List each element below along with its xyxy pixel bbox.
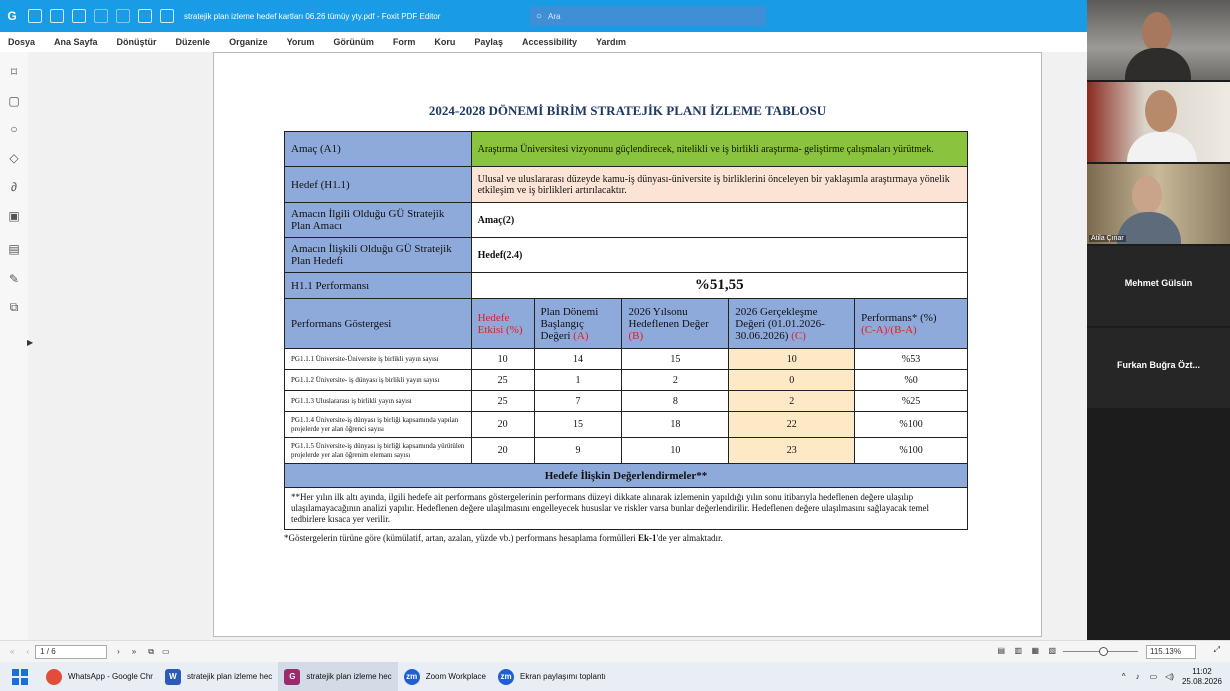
indicator-perf: %100 xyxy=(855,412,968,438)
indicator-etki: 20 xyxy=(471,438,534,464)
hedef-text: Ulusal ve uluslararası düzeyde kamu-iş dünyası-üniversite iş birliklerini önceleyen bir yaklaşımla araştırmaya yönelik etkileşim ve iş birlikleri artırılacaktır. xyxy=(471,167,967,203)
compare-icon[interactable]: ⧉ xyxy=(9,300,19,314)
participant-video-1[interactable] xyxy=(1087,0,1230,80)
menu-item-donustur[interactable]: Dönüştür xyxy=(116,37,157,47)
menu-item-duzenle[interactable]: Düzenle xyxy=(175,37,211,47)
indicator-name: PG1.1.2 Üniversite- iş dünyası iş birlikli yayın sayısı xyxy=(285,370,472,391)
indicator-b: 10 xyxy=(622,438,729,464)
open-folder-icon[interactable] xyxy=(28,9,42,23)
next-page-icon[interactable]: › xyxy=(117,647,120,656)
layers-icon[interactable]: ◇ xyxy=(9,151,19,165)
amac-label: Amaç (A1) xyxy=(285,132,472,167)
participant-body xyxy=(1125,48,1191,80)
menu-item-dosya[interactable]: Dosya xyxy=(8,37,36,47)
left-panel xyxy=(0,52,28,640)
indicator-name: PG1.1.1 Üniversite-Üniversite iş birlikli yayın sayısı xyxy=(285,349,472,370)
menu-item-yardim[interactable]: Yardım xyxy=(595,37,626,47)
network-icon[interactable]: ▭ xyxy=(1149,672,1158,681)
taskbar-item-zoom[interactable] xyxy=(398,662,492,691)
indicator-c: 0 xyxy=(729,370,855,391)
split-view-icon[interactable]: ▭ xyxy=(161,647,170,656)
save-icon[interactable] xyxy=(50,9,64,23)
taskbar xyxy=(0,662,1230,691)
col-perf xyxy=(855,299,968,349)
clock-time: 11:02 xyxy=(1192,666,1212,676)
indicator-c: 10 xyxy=(729,349,855,370)
taskbar-item-word[interactable] xyxy=(159,662,278,691)
taskbar-label: Zoom Workplace xyxy=(425,672,487,681)
menu-item-ana-sayfa[interactable]: Ana Sayfa xyxy=(54,37,98,47)
document-heading: 2024-2028 DÖNEMİ BİRİM STRATEJİK PLANI İZLEME TABLOSU xyxy=(428,103,827,118)
taskbar-label: WhatsApp - Google Chr xyxy=(68,672,153,681)
table-row xyxy=(285,349,968,370)
bookmark-icon[interactable]: ⌑ xyxy=(10,65,18,79)
indicator-b: 18 xyxy=(622,412,729,438)
print-icon[interactable] xyxy=(72,9,86,23)
window-title: stratejik plan izleme hedef kartları 06.26 tümüy yty.pdf - Foxit PDF Editor xyxy=(184,11,441,21)
column-header-row xyxy=(285,299,968,349)
iliskili-hedef-value: Hedef(2.4) xyxy=(471,238,967,273)
amac-text: Araştırma Üniversitesi vizyonunu güçlendirecek, nitelikli ve iş birlikli araştırma- geliştirme çalışmaları yürütmek. xyxy=(471,132,967,167)
participant-video-2[interactable] xyxy=(1087,82,1230,162)
col-baslangic-code: (A) xyxy=(573,329,589,342)
clock[interactable] xyxy=(1182,667,1222,687)
windows-start-icon[interactable] xyxy=(12,669,28,685)
facing-icon[interactable]: ▦ xyxy=(1031,646,1039,655)
table-row xyxy=(285,488,968,530)
ilgili-amac-value: Amaç(2) xyxy=(471,203,967,238)
indicator-name: PG1.1.5 Üniversite-iş dünyası iş birliği kapsamında yürütülen projelerde yer alan öğrenim elemanı sayısı xyxy=(285,438,472,464)
participant-name: Mehmet Gülsün xyxy=(1124,278,1193,288)
participant-face xyxy=(1142,12,1172,52)
indicator-perf: %25 xyxy=(855,391,968,412)
iliskili-hedef-label: Amacın İlişkili Olduğu GÜ Stratejik Plan Hedefi xyxy=(285,238,472,273)
indicator-name: PG1.1.4 Üniversite-iş dünyası iş birliği kapsamında yapılan projelerde yer alan öğrenci sayısı xyxy=(285,412,472,438)
indicator-perf: %53 xyxy=(855,349,968,370)
foxit-logo-icon[interactable]: G xyxy=(7,9,17,23)
indicator-etki: 10 xyxy=(471,349,534,370)
menu-item-koru[interactable]: Koru xyxy=(434,37,456,47)
evaluation-header: Hedefe İlişkin Değerlendirmeler** xyxy=(285,464,968,488)
indicator-c: 23 xyxy=(729,438,855,464)
taskbar-item-screen-share[interactable] xyxy=(492,662,612,691)
menu-item-yorum[interactable]: Yorum xyxy=(286,37,315,47)
status-bar xyxy=(0,640,1230,662)
clock-date: 25.08.2026 xyxy=(1181,676,1222,686)
cover-icon[interactable]: ▧ xyxy=(1048,646,1056,655)
page-number-field[interactable]: 1 / 6 xyxy=(35,645,107,659)
indicator-b: 8 xyxy=(622,391,729,412)
chrome-icon xyxy=(46,669,62,685)
indicator-etki: 20 xyxy=(471,412,534,438)
undo-icon[interactable] xyxy=(94,9,108,23)
taskbar-label: stratejik plan izleme hec xyxy=(306,672,392,681)
participant-face xyxy=(1145,90,1177,132)
redo-icon[interactable] xyxy=(116,9,130,23)
participant-name: Furkan Buğra Özt... xyxy=(1116,360,1200,370)
table-row xyxy=(285,238,968,273)
table-row xyxy=(285,391,968,412)
table-row xyxy=(285,412,968,438)
indicator-a: 1 xyxy=(534,370,622,391)
participant-tile-5[interactable] xyxy=(1087,328,1230,408)
continuous-icon[interactable]: ▥ xyxy=(1014,646,1022,655)
participant-face xyxy=(1132,176,1162,214)
comments-icon[interactable]: ○ xyxy=(10,122,18,136)
security-icon[interactable]: ▣ xyxy=(8,209,20,223)
indicator-c: 22 xyxy=(729,412,855,438)
zoom-field[interactable]: 115.13% xyxy=(1146,645,1196,659)
pdf-page xyxy=(213,52,1042,637)
evaluation-text: **Her yılın ilk altı ayında, ilgili hedefe ait performans göstergelerinin performans düzeyi dikkate alınarak izlemenin yapıldığı yılın sonu itibarıyla hedeflenen değere ulaşılıp ulaşılamayacağının analizi yapılır. Hedeflenen değere ulaşılmasını engelleyecek hususlar ve riskler varsa bunlar değerlendirilir. Hedeflenen değere ulaşılmasını sağlayacak temel tedbirlere kısaca yer verilir. xyxy=(285,488,968,530)
performans-label: H1.1 Performansı xyxy=(285,273,472,299)
table-row xyxy=(285,132,968,167)
footnote-tail: 'de yer almaktadır. xyxy=(656,533,723,543)
col-perf-text: Performans* (%) xyxy=(861,311,937,324)
tray-expand-icon[interactable]: ^ xyxy=(1121,672,1126,681)
indicator-a: 14 xyxy=(534,349,622,370)
system-tray xyxy=(1122,662,1222,691)
table-row xyxy=(285,203,968,238)
indicator-etki: 25 xyxy=(471,391,534,412)
col-hedef xyxy=(622,299,729,349)
table-row xyxy=(285,273,968,299)
indicator-name: PG1.1.3 Uluslararası iş birlikli yayın sayısı xyxy=(285,391,472,412)
col-gercek xyxy=(729,299,855,349)
word-icon: W xyxy=(165,669,181,685)
form-icon[interactable]: ▤ xyxy=(8,242,20,256)
prev-page-icon[interactable]: ‹ xyxy=(26,647,30,656)
zoom-icon: zm xyxy=(404,669,420,685)
col-gercek-text: 2026 Gerçekleşme Değeri (01.01.2026-30.06.2026) xyxy=(735,305,825,342)
taskbar-label: stratejik plan izleme hec xyxy=(186,672,273,681)
col-gercek-code: (C) xyxy=(791,329,806,342)
table-row xyxy=(285,167,968,203)
taskbar-item-chrome[interactable] xyxy=(40,662,159,691)
table-row xyxy=(285,438,968,464)
fullscreen-icon[interactable]: ⤢ xyxy=(1213,645,1220,654)
footnote-text: *Göstergelerin türüne göre (kümülatif, artan, azalan, yüzde vb.) performans hesaplama formülleri xyxy=(284,533,638,543)
col-etki: Hedefe Etkisi (%) xyxy=(471,299,534,349)
search-placeholder: Ara xyxy=(548,11,561,21)
zoom-share-icon: zm xyxy=(498,669,514,685)
ilgili-amac-label: Amacın İlgili Olduğu GÜ Stratejik Plan Amacı xyxy=(285,203,472,238)
pages-icon[interactable]: ▢ xyxy=(8,94,20,108)
single-page-icon[interactable]: ▤ xyxy=(997,646,1005,655)
col-baslangic-text: Plan Dönemi Başlangıç Değeri xyxy=(540,305,599,342)
copy-page-icon[interactable]: ⧉ xyxy=(148,646,154,656)
participant-body xyxy=(1127,132,1197,162)
participant-tile-4[interactable] xyxy=(1087,246,1230,326)
col-perf-formula: (C-A)/(B-A) xyxy=(861,323,917,336)
participant-video-3[interactable] xyxy=(1087,164,1230,244)
hedef-label: Hedef (H1.1) xyxy=(285,167,472,203)
col-baslangic xyxy=(534,299,622,349)
zoom-slider[interactable] xyxy=(1063,651,1138,652)
menu-item-form[interactable]: Form xyxy=(392,37,416,47)
col-gosterge: Performans Göstergesi xyxy=(285,299,472,349)
indicator-a: 9 xyxy=(534,438,622,464)
table-row xyxy=(285,370,968,391)
indicator-perf: %0 xyxy=(855,370,968,391)
menu-item-organize[interactable]: Organize xyxy=(229,37,268,47)
menu-item-paylas[interactable]: Paylaş xyxy=(474,37,503,47)
strategic-plan-table xyxy=(284,131,968,530)
indicator-etki: 25 xyxy=(471,370,534,391)
participant-name-tag: Atila Çınar xyxy=(1091,235,1124,242)
expand-panel-icon[interactable]: ▶ xyxy=(27,338,34,347)
search-input[interactable] xyxy=(530,6,766,26)
indicator-b: 2 xyxy=(622,370,729,391)
menu-item-accessibility[interactable]: Accessibility xyxy=(521,37,577,47)
foxit-icon: G xyxy=(284,669,300,685)
quick-tool-icon[interactable] xyxy=(138,9,152,23)
microphone-icon[interactable]: ♪ xyxy=(1135,672,1140,681)
indicator-a: 7 xyxy=(534,391,622,412)
taskbar-item-foxit[interactable] xyxy=(278,662,397,691)
indicator-c: 2 xyxy=(729,391,855,412)
video-panel xyxy=(1087,0,1230,640)
participant-body xyxy=(1117,212,1181,244)
search-icon: ○ xyxy=(536,10,543,22)
performans-value: %51,55 xyxy=(471,273,967,299)
indicator-perf: %100 xyxy=(855,438,968,464)
first-page-icon[interactable]: « xyxy=(10,647,15,656)
last-page-icon[interactable]: » xyxy=(131,647,137,656)
menu-item-gorunum[interactable]: Görünüm xyxy=(333,37,374,47)
indicator-a: 15 xyxy=(534,412,622,438)
table-row xyxy=(285,464,968,488)
signature-icon[interactable]: ✎ xyxy=(8,272,20,286)
col-hedef-text: 2026 Yılsonu Hedeflenen Değer xyxy=(628,305,709,330)
col-hedef-code: (B) xyxy=(628,329,644,342)
attachment-icon[interactable]: ∂ xyxy=(11,180,17,194)
footnote-ek: Ek-1 xyxy=(637,533,657,543)
menu-bar xyxy=(0,32,1087,52)
volume-icon[interactable]: ◁) xyxy=(1165,672,1174,681)
shield-icon[interactable] xyxy=(160,9,174,23)
taskbar-label: Ekran paylaşımı toplantı xyxy=(520,672,606,681)
indicator-b: 15 xyxy=(622,349,729,370)
footnote xyxy=(284,533,723,543)
